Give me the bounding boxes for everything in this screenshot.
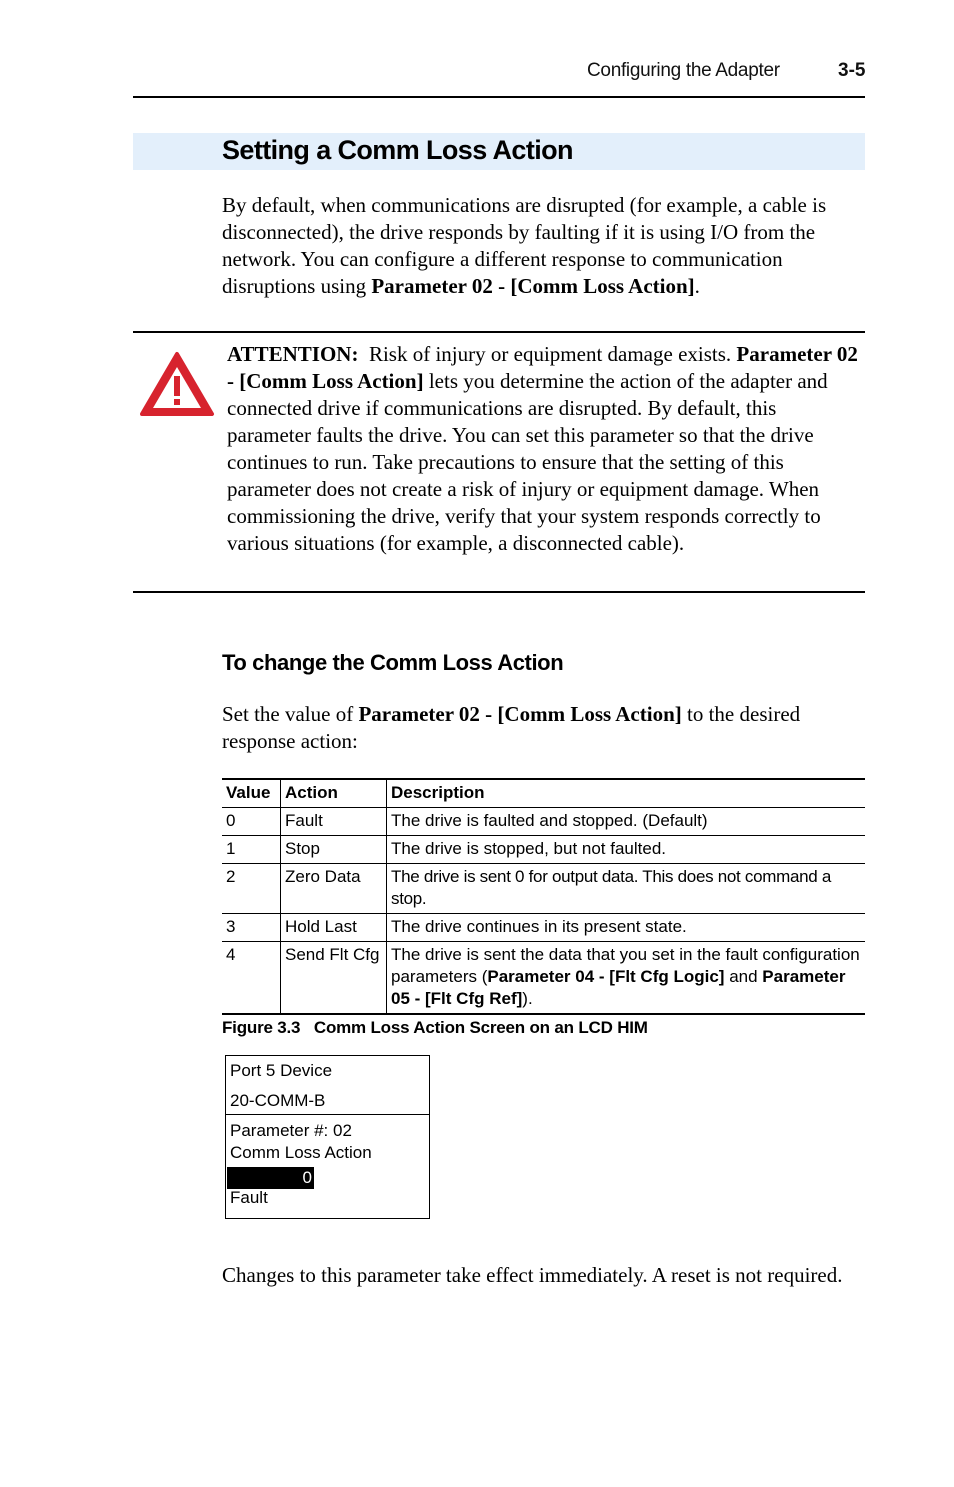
procedure-param-ref: Parameter 02 - [Comm Loss Action] — [358, 702, 682, 726]
desc-text: The drive is sent the data that you set in the fault configuration parameters ( — [391, 945, 860, 986]
attention-rule-top — [133, 331, 865, 333]
cell-action: Zero Data — [281, 864, 387, 914]
desc-param-ref: Parameter 04 - [Flt Cfg Logic] — [487, 967, 725, 986]
procedure-tail: to the desired response action: — [222, 702, 801, 753]
table-row — [222, 942, 865, 1015]
closing-paragraph: Changes to this parameter take effect immediately. A reset is not required. — [222, 1263, 843, 1287]
intro-param-ref: Parameter 02 - [Comm Loss Action] — [371, 274, 695, 298]
cell-action: Fault — [281, 808, 387, 836]
lcd-parameter-number: Parameter #: 02 — [230, 1121, 352, 1140]
desc-text: ). — [522, 989, 533, 1008]
table-header-row — [222, 779, 865, 808]
section-title: Setting a Comm Loss Action — [222, 135, 573, 165]
cell-value: 3 — [222, 914, 281, 942]
header-rule — [133, 96, 865, 98]
lcd-device-line: 20-COMM-B — [230, 1091, 326, 1110]
figure-caption: Figure 3.3 Comm Loss Action Screen on an LCD HIM — [222, 1018, 648, 1037]
intro-tail: . — [694, 274, 700, 298]
cell-description: The drive is sent 0 for output data. This does not command a stop. — [387, 864, 866, 914]
table-row — [222, 808, 865, 836]
comm-loss-action-table — [222, 778, 865, 1015]
cell-value: 0 — [222, 808, 281, 836]
attention-lead: Risk of injury or equipment damage exists. — [358, 342, 737, 366]
intro-lead: By default, when communications are disrupted (for example, a cable is disconnected), the drive responds by faulting if it is using I/O from the network. You can configure a different response to communication disruptions using — [222, 193, 827, 298]
cell-description: The drive is faulted and stopped. (Default) — [387, 808, 866, 836]
cell-description: The drive is stopped, but not faulted. — [387, 836, 866, 864]
lcd-value-text: Fault — [230, 1188, 268, 1207]
cell-description — [387, 942, 866, 1015]
lcd-him-screen — [225, 1055, 430, 1219]
attention-rule-bottom — [133, 591, 865, 593]
lcd-divider — [226, 1114, 429, 1115]
running-title: Configuring the Adapter — [587, 60, 780, 81]
intro-paragraph — [222, 192, 872, 300]
lcd-port-line: Port 5 Device — [230, 1061, 333, 1080]
warning-triangle-icon — [139, 350, 215, 418]
cell-value: 2 — [222, 864, 281, 914]
attention-paragraph — [227, 341, 863, 557]
procedure-heading: To change the Comm Loss Action — [222, 650, 564, 675]
procedure-paragraph — [222, 701, 862, 755]
attention-label: ATTENTION: — [227, 342, 359, 366]
column-header-description: Description — [387, 779, 866, 808]
cell-value: 4 — [222, 942, 281, 1015]
table-row — [222, 914, 865, 942]
desc-param-ref: Parameter 05 - [Flt Cfg Ref] — [391, 967, 846, 1008]
lcd-value-highlight: 0 — [227, 1167, 314, 1189]
procedure-lead: Set the value of — [222, 702, 359, 726]
desc-text: and — [724, 967, 763, 986]
cell-action: Stop — [281, 836, 387, 864]
lcd-parameter-name: Comm Loss Action — [230, 1143, 372, 1162]
column-header-value: Value — [222, 779, 281, 808]
table-row — [222, 864, 865, 914]
table-row — [222, 836, 865, 864]
attention-body: lets you determine the action of the adapter and connected drive if communications are disrupted. By default, this parameter faults the drive. You can set this parameter so that the drive continues to run. Take precautions to ensure that the setting of this parameter does not create a risk of injury or equipment damage. When commissioning the drive, verify that your system responds correctly to various situations (for example, a disconnected cable). — [227, 369, 828, 555]
page-number: 3-5 — [838, 60, 866, 81]
column-header-action: Action — [281, 779, 387, 808]
cell-value: 1 — [222, 836, 281, 864]
cell-description: The drive continues in its present state. — [387, 914, 866, 942]
cell-action: Hold Last — [281, 914, 387, 942]
attention-param-ref: Parameter 02 - [Comm Loss Action] — [227, 342, 858, 393]
cell-action: Send Flt Cfg — [281, 942, 387, 1015]
